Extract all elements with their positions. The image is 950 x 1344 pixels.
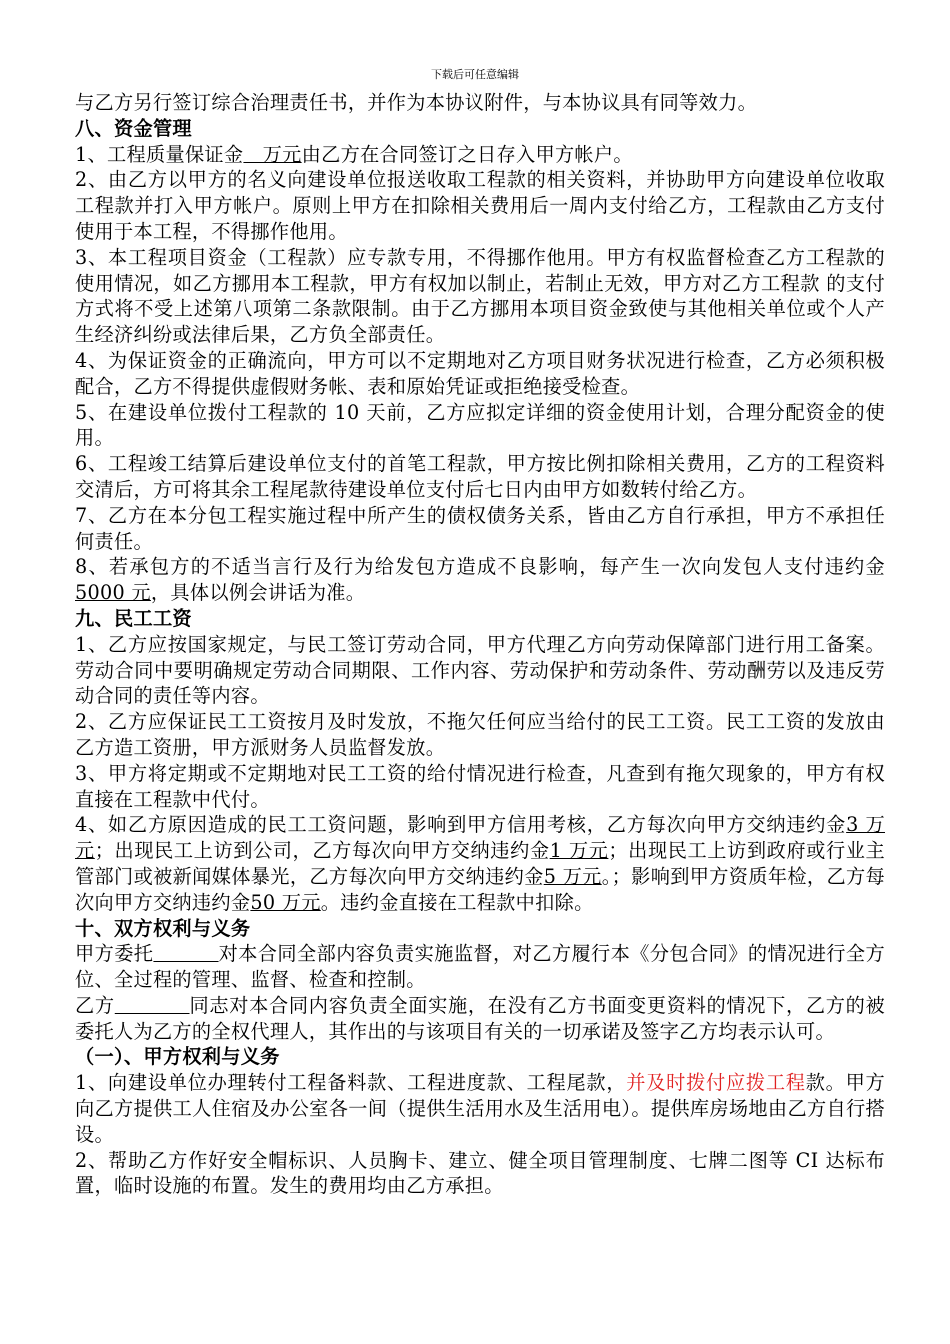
highlighted-text: 并及时拨付应拨工程 [626,1071,806,1095]
underlined-amount: 50 万元 [250,890,321,914]
paragraph: 7、乙方在本分包工程实施过程中所产生的债权债务关系，皆由乙方自行承担，甲方不承担任何责任。 [75,503,885,553]
paragraph: 1、向建设单位办理转付工程备料款、工程进度款、工程尾款，并及时拨付应拨工程款。甲方向乙方提供工人住宿及办公室各一间（提供生活用水及生活用电）。提供库房场地由乙方自行搭设。 [75,1071,886,1146]
paragraph: 3、本工程项目资金（工程款）应专款专用，不得挪作他用。甲方有权监督检查乙方工程款的使用情况，如乙方挪用本工程款，甲方有权加以制止，若制止无效，甲方对乙方工程款 的支付方式将不受上述第八项第二条款限制。由于乙方挪用本项目资金致使与其他相关单位或个人产生经济纠纷或法律后果，乙方负全部责任。 [75,245,885,347]
paragraph: 6、工程竣工结算后建设单位支付的首笔工程款，甲方按比例扣除相关费用，乙方的工程资料交清后，方可将其余工程尾款待建设单位支付后七日内由甲方如数转付给乙方。 [75,452,885,501]
paragraph: 2、由乙方以甲方的名义向建设单位报送收取工程款的相关资料，并协助甲方向建设单位收取工程款并打入甲方帐户。原则上甲方在扣除相关费用后一周内支付给乙方，工程款由乙方支付使用于本工程，不得挪作他用。 [75,168,885,243]
section-heading: 八、资金管理 [75,116,192,140]
paragraph: 与乙方另行签订综合治理责任书，并作为本协议附件，与本协议具有同等效力。 [75,91,758,114]
paragraph: 2、帮助乙方作好安全帽标识、人员胸卡、建立、健全项目管理制度、七牌二图等 CI 达标布置，临时设施的布置。发生的费用均由乙方承担。 [75,1148,885,1198]
subsection-heading: （一）、甲方权利与义务 [75,1045,280,1069]
paragraph: 8、若承包方的不适当言行及行为给发包方造成不良影响，每产生一次向发包人支付违约金5000 元，具体以例会讲话为准。 [75,555,885,605]
underlined-amount: 1 万元 [549,839,609,863]
underlined-amount: 5000 元 [75,581,151,605]
underlined-blank [153,942,218,965]
paragraph: 4、为保证资金的正确流向，甲方可以不定期地对乙方项目财务状况进行检查，乙方必须积极配合，乙方不得提供虚假财务帐、表和原始凭证或拒绝接受检查。 [75,348,885,398]
paragraph: 1、工程质量保证金 万元由乙方在合同签订之日存入甲方帐户。 [75,142,633,166]
paragraph: 5、在建设单位拨付工程款的 10 天前，乙方应拟定详细的资金使用计划，合理分配资金的使用。 [75,400,885,450]
document-body [75,90,885,1199]
underlined-amount: 5 万元 [543,864,602,888]
section-heading: 九、民工工资 [75,606,192,630]
page-header: 下载后可任意编辑 [431,68,519,81]
paragraph: 2、乙方应保证民工工资按月及时发放，不拖欠任何应当给付的民工工资。民工工资的发放由乙方造工资册，甲方派财务人员监督发放。 [75,710,885,759]
section-heading: 十、双方权利与义务 [75,916,251,940]
paragraph: 4、如乙方原因造成的民工工资问题，影响到甲方信用考核，乙方每次向甲方交纳违约金3 万元；出现民工上访到公司，乙方每次向甲方交纳违约金1 万元；出现民工上访到政府或行业主管部门或被新闻媒体暴光，乙方每次向甲方交纳违约金5 万元。；影响到甲方资质年检，乙方每次向甲方交纳违约金50 万元。违约金直接在工程款中扣除。 [75,813,885,914]
underlined-amount: 3 万元 [75,813,885,863]
paragraph: 甲方委托 对本合同全部内容负责实施监督，对乙方履行本《分包合同》的情况进行全方位、全过程的管理、监督、检查和控制。 [75,942,885,992]
underlined-blank: 万元 [243,142,302,166]
paragraph: 乙方 同志对本合同内容负责全面实施，在没有乙方书面变更资料的情况下，乙方的被委托人为乙方的全权代理人，其作出的与该项目有关的一切承诺及签字乙方均表示认可。 [75,993,886,1043]
paragraph: 3、甲方将定期或不定期地对民工工资的给付情况进行检查，凡查到有拖欠现象的，甲方有权直接在工程款中代付。 [75,761,885,811]
underlined-blank [115,994,190,1017]
paragraph: 1、乙方应按国家规定，与民工签订劳动合同，甲方代理乙方向劳动保障部门进行用工备案。劳动合同中要明确规定劳动合同期限、工作内容、劳动保护和劳动条件、劳动酬劳以及违反劳动合同的责任等内容。 [75,632,885,708]
